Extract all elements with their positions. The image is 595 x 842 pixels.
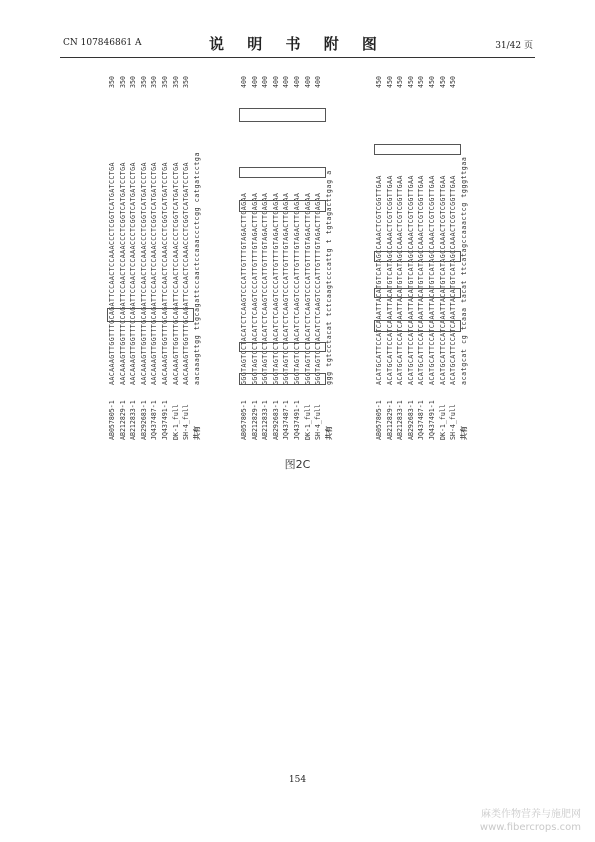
sequence-row	[161, 65, 169, 440]
page-header	[0, 33, 595, 57]
figure-caption: 图2C	[284, 458, 311, 471]
sequence-text: AACAAAGTTGGTTTGCAGATTCCAACTCCAAACCCTCGGTCATGATCCTGA	[161, 162, 169, 385]
sequence-name: JQ437487-1	[282, 400, 291, 440]
sequence-name: JQ437491-1	[428, 400, 436, 440]
sequence-text: GGGTAGTCCTACATCTCAAGTCCCATTGTTTGTAGACTTGAGAA	[282, 192, 291, 385]
position-number: 350	[182, 76, 191, 88]
variant-box	[107, 308, 194, 322]
sequence-name: JQ437491-1	[293, 400, 301, 440]
watermark-line2: www.fibercrops.com	[479, 822, 581, 833]
alignment-block	[108, 65, 207, 440]
position-number: 400	[271, 76, 280, 88]
sequence-name: AB057805-1	[240, 400, 248, 440]
sequence-name: DK-1_full	[438, 404, 447, 440]
sequence-name: JQ437487-1	[417, 400, 426, 440]
header-divider	[60, 57, 535, 58]
sequence-text: ACATGCATTCCATCAAATTACATGTCATAGCCAAACTCGTCGGTTGAA	[428, 175, 436, 385]
variant-box	[374, 251, 461, 262]
page-number: 154	[288, 775, 307, 785]
position-number: 350	[118, 76, 127, 88]
sequence-name: AB212833-1	[396, 400, 405, 440]
sequence-name: JQ437491-1	[161, 400, 169, 440]
sequence-name: JQ437487-1	[150, 400, 159, 440]
sequence-name: AB292683-1	[271, 400, 280, 440]
sequence-name: AB057805-1	[375, 400, 383, 440]
sequence-row	[108, 65, 116, 440]
variant-box	[374, 288, 461, 298]
variant-box	[374, 320, 461, 332]
sequence-text: ACATGCATTCCATCAAATTACATGTCATAGCCAAACTCGTCGGTTGAA	[438, 175, 447, 385]
sequence-text: GGGTAGTCCTACATCTCAAGTCCCATTGTTTGTAGACTTGAGAA	[303, 192, 312, 385]
sequence-text: ACATGCATTCCATCAAATTACATGTCATAGCCAAACTCGTCGGTTGAA	[406, 175, 415, 385]
sequence-name: AB212833-1	[261, 400, 270, 440]
sequence-row	[172, 65, 180, 440]
position-number: 450	[449, 76, 458, 88]
sequence-name: 共有	[324, 426, 333, 440]
variant-box	[374, 144, 461, 155]
position-number: 400	[261, 76, 270, 88]
sequence-name: DK-1_full	[303, 404, 312, 440]
alignment-block	[240, 65, 339, 440]
position-number: 400	[240, 76, 248, 88]
position-number: 450	[417, 76, 426, 88]
patent-number: CN 107846861 A	[63, 38, 142, 48]
watermark	[480, 808, 581, 834]
position-number: 450	[396, 76, 405, 88]
sequence-text: ACATGCATTCCATCAAATTACATGTCATAGCCAAACTCGTCGGTTGAA	[449, 175, 458, 385]
variant-box	[239, 167, 326, 178]
position-number: 450	[375, 76, 383, 88]
sequence-text: ggg tgtcctacat tctcaagtcccattg t tgtagacttgag a	[324, 170, 333, 385]
sequence-name: AB212829-1	[118, 400, 127, 440]
position-number: 450	[438, 76, 447, 88]
position-number: 450	[385, 76, 394, 88]
variant-box	[239, 108, 326, 122]
sequence-text: GGGTAGTCCTACATCTCAAGTCCCATTGTTTGTAGACTTGAGAA	[261, 192, 270, 385]
position-number: 400	[314, 76, 323, 88]
rotated-alignment	[100, 65, 500, 440]
sequence-name: AB292683-1	[139, 400, 148, 440]
sequence-name: AB212829-1	[250, 400, 259, 440]
sequence-text: acatgcat cg tcaaa tacat ttcatagccaaactcg tgggttgaa	[459, 156, 468, 385]
watermark-line1: 麻类作物营养与施肥网	[481, 809, 581, 820]
sequence-text: AACAAAGTTGGTTTGCAGATTCCAACTCCAAACCCTCGGTCATGATCCTGA	[108, 162, 116, 385]
sequence-text: GGGTAGTCCTACATCTCAAGTCCCATTGTTTGTAGACTTGAGAA	[250, 192, 259, 385]
position-number: 400	[250, 76, 259, 88]
position-number: 400	[282, 76, 291, 88]
sequence-text: ACATGCATTCCATCAAATTACATGTCATAGCCAAACTCGTCGGTTGAA	[396, 175, 405, 385]
position-number: 350	[129, 76, 138, 88]
sequence-name: SH-4_full	[182, 404, 191, 440]
sequence-name: AB057805-1	[108, 400, 116, 440]
sequence-text: AACAAAGTTGGTTTGCAGATTCCAACTCCAAACCCTCGGTCATGATCCTGA	[150, 162, 159, 385]
sequence-name: AB292683-1	[406, 400, 415, 440]
position-number: 350	[108, 76, 116, 88]
sequence-text: AACAAAGTTGGTTTCCAGATTCCAACTCCAAACCCTCGGTCATGATCCTGA	[118, 162, 127, 385]
sequence-row	[182, 65, 190, 440]
sequence-name: 共有	[192, 426, 201, 440]
sequence-text: GGGTAGTCCTACATCTCAAGTCCCATTGTTTGTAGACTTGAGAA	[240, 192, 248, 385]
sequence-text: GGGTAGTCCTACATCTCAAGTCCCATTGTTTGTAGACTTGAGAA	[314, 192, 323, 385]
section-title: 说 明 书 附 图	[209, 35, 386, 53]
sequence-text: AACAAAGTTGGTTTGCAGATTCCAACTCCAAACCCTCGGTCATGATCCTGA	[171, 162, 180, 385]
sequence-text: ACATGCATTCCATCAAATTACATGTCATAGCCAAACTCGTCGGTTGAA	[417, 175, 426, 385]
sequence-row	[140, 65, 148, 440]
sequence-row	[150, 65, 158, 440]
sequence-text: AACAAAGTTGGTTTCCAGATTCCAACTCCAAACCCTCGGTCATGATCCTGA	[129, 162, 138, 385]
position-number: 350	[139, 76, 148, 88]
consensus-row	[325, 65, 333, 440]
variant-box	[239, 200, 326, 212]
sequence-name: SH-4_full	[314, 404, 323, 440]
variant-box	[239, 342, 326, 352]
variant-box	[239, 373, 326, 385]
sequence-name: AB212829-1	[385, 400, 394, 440]
alignment-block	[375, 65, 474, 440]
alignment-figure	[100, 65, 500, 440]
position-number: 450	[428, 76, 436, 88]
sequence-name: DK-1_full	[171, 404, 180, 440]
page-ratio: 31/42 页	[495, 41, 533, 51]
sequence-text: ACATGCATTCCATCAAATTACATGTCATAGCCAAACTCGTCGGTTGAA	[385, 175, 394, 385]
consensus-row	[460, 65, 468, 440]
position-number: 450	[406, 76, 415, 88]
sequence-name: 共有	[459, 426, 468, 440]
sequence-text: ACATGCATTCCATCAAATTACATGTCATAGCCAAACTCGTCGGTTGAA	[375, 175, 383, 385]
sequence-text: GGGTAGTCCTACATCTCAAGTCCCATTGTTTGTAGACTTGAGAA	[271, 192, 280, 385]
sequence-text: AACAAAGTTGGTTTGCAGATTCCAACTCCAAACCCTCGGTCATGATCCTGA	[182, 162, 191, 385]
sequence-text: AACAAAGTTGGTTTGCAGATTCCAACTCCAAACCCTCGGTCATGATCCTGA	[139, 162, 148, 385]
sequence-text: aacaaagttgg ttgcagattccaactccaaaccctcgg catgatcctga	[192, 151, 201, 385]
position-number: 400	[303, 76, 312, 88]
sequence-name: SH-4_full	[449, 404, 458, 440]
position-number: 350	[171, 76, 180, 88]
consensus-row	[193, 65, 201, 440]
position-number: 400	[293, 76, 301, 88]
sequence-row	[119, 65, 127, 440]
sequence-row	[129, 65, 137, 440]
position-number: 350	[161, 76, 169, 88]
sequence-text: GGGTAGTCCTACATCTCAAGTCCCATTGTTTGTAGACTTGAGAA	[293, 192, 301, 385]
sequence-name: AB212833-1	[129, 400, 138, 440]
position-number: 350	[150, 76, 159, 88]
